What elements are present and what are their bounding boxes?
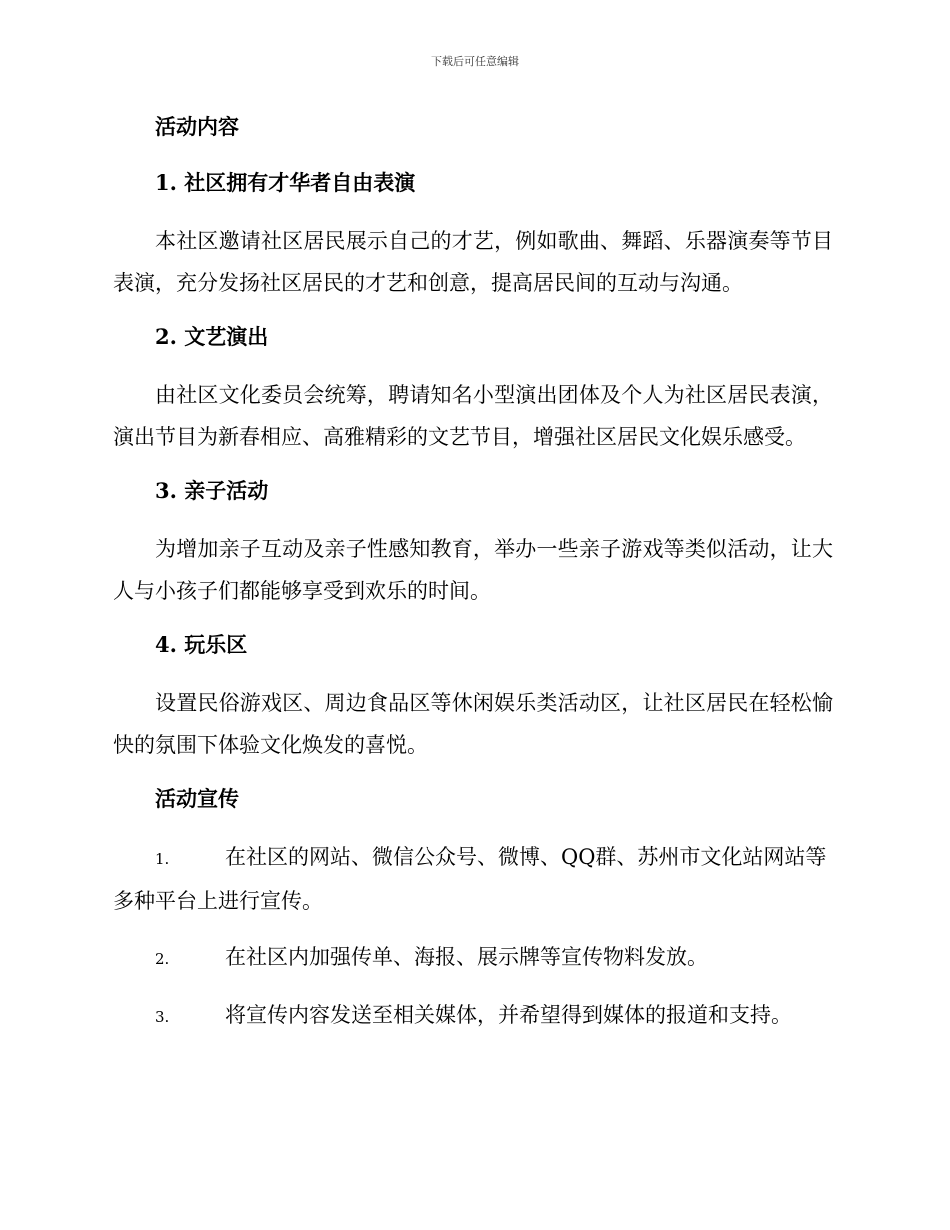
item-heading-1: 1. 社区拥有才华者自由表演	[155, 170, 416, 195]
item-heading-3: 3. 亲子活动	[155, 478, 269, 503]
promo-list-text: 在社区内加强传单、海报、展示牌等宣传物料发放。	[225, 945, 708, 969]
header-note: 下载后可任意编辑	[431, 55, 519, 68]
item-paragraph-1: 本社区邀请社区居民展示自己的才艺，例如歌曲、舞蹈、乐器演奏等节目表演，充分发扬社区居民的才艺和创意，提高居民间的互动与沟通。	[113, 229, 833, 295]
promo-list-number: 1.	[155, 850, 170, 868]
promo-list-text: 将宣传内容发送至相关媒体，并希望得到媒体的报道和支持。	[225, 1003, 792, 1027]
section-title-promo: 活动宣传	[155, 786, 239, 811]
promo-list-item	[113, 836, 833, 922]
promo-list-text: 在社区的网站、微信公众号、微博、QQ群、苏州市文化站网站等多种平台上进行宣传。	[113, 845, 827, 913]
document-body	[113, 108, 833, 1052]
item-paragraph-3: 为增加亲子互动及亲子性感知教育，举办一些亲子游戏等类似活动，让大人与小孩子们都能够享受到欢乐的时间。	[113, 537, 833, 603]
promo-list-item	[113, 936, 833, 980]
section-title-activity: 活动内容	[155, 114, 239, 139]
item-paragraph-2: 由社区文化委员会统筹，聘请知名小型演出团体及个人为社区居民表演，演出节目为新春相应、高雅精彩的文艺节目，增强社区居民文化娱乐感受。	[113, 383, 833, 449]
item-heading-4: 4. 玩乐区	[155, 632, 248, 657]
promo-list-number: 2.	[155, 950, 170, 968]
promo-list-item	[113, 994, 833, 1038]
item-heading-2: 2. 文艺演出	[155, 324, 269, 349]
promo-list-number: 3.	[155, 1008, 170, 1026]
item-paragraph-4: 设置民俗游戏区、周边食品区等休闲娱乐类活动区，让社区居民在轻松愉快的氛围下体验文化焕发的喜悦。	[113, 691, 833, 757]
